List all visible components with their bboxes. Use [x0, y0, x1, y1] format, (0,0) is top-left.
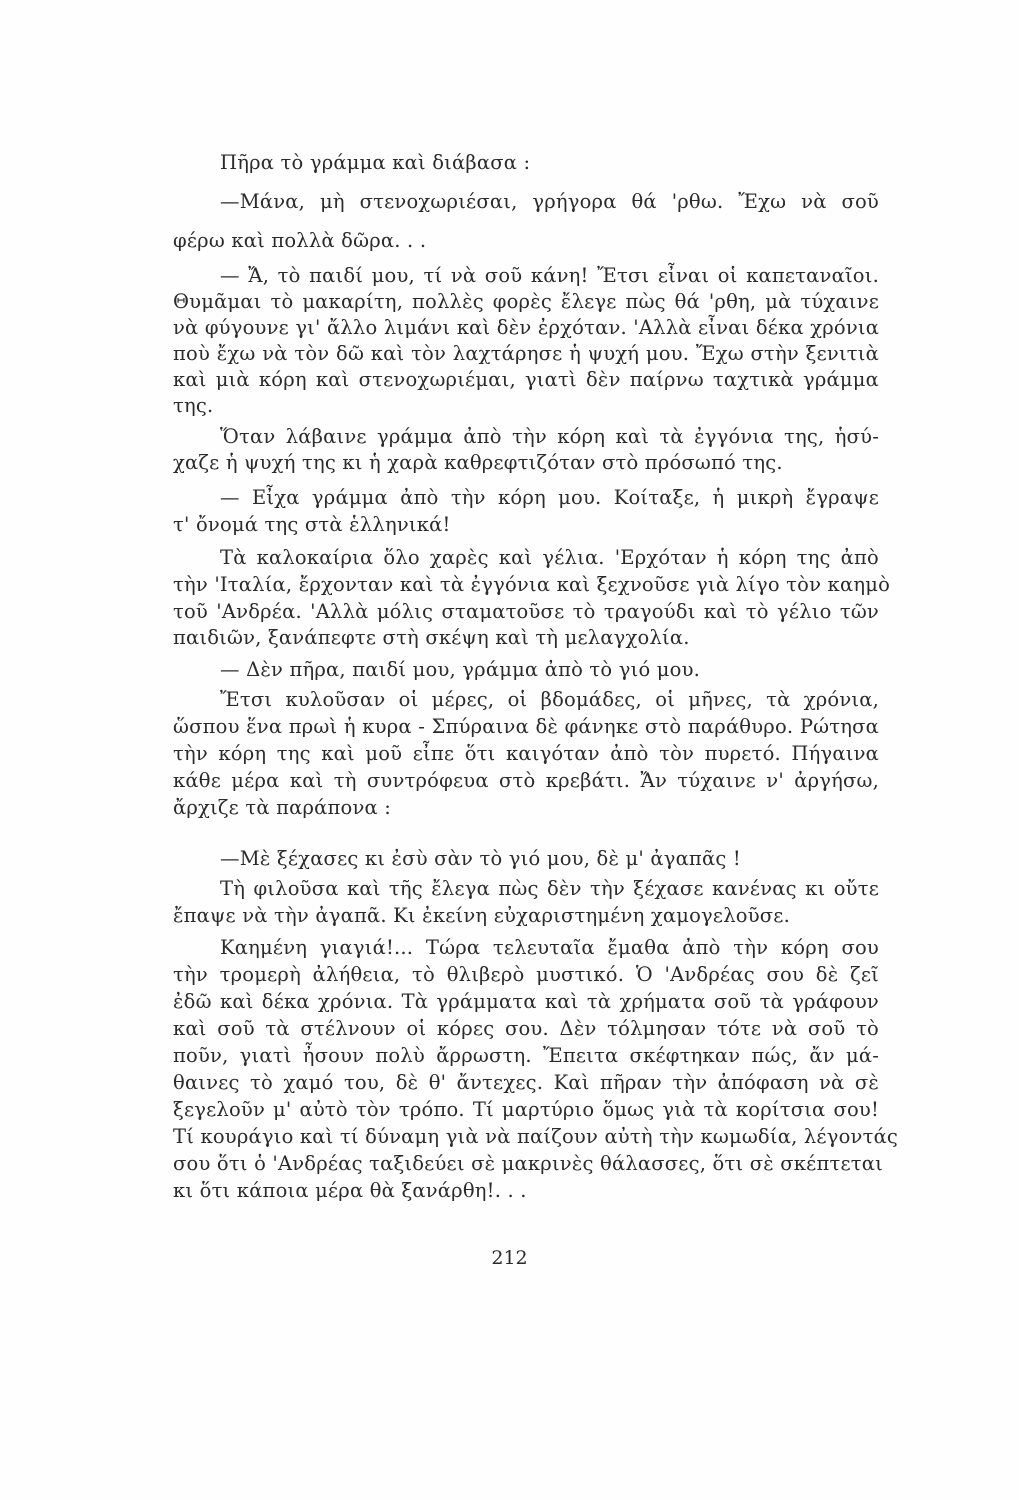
text-line: Θυμᾶμαι τὸ μακαρίτη, πολλὲς φορὲς ἔλεγε πὼς θά 'ρθη, μὰ τύχαινε: [173, 290, 879, 313]
text-line: Τὴ φιλοῦσα καὶ τῆς ἔλεγα πὼς δὲν τὴν ξέχασε κανένας κι οὔτε: [220, 877, 879, 900]
text-line: Τὰ καλοκαίρια ὅλο χαρὲς καὶ γέλια. 'Ερχόταν ἡ κόρη της ἀπὸ: [220, 546, 879, 569]
text-line: τοῦ 'Ανδρέα. 'Αλλὰ μόλις σταματοῦσε τὸ τραγούδι καὶ τὸ γέλιο τῶν: [173, 600, 879, 623]
text-line: νὰ φύγουνε γι' ἄλλο λιμάνι καὶ δὲν ἐρχόταν. 'Αλλὰ εἶναι δέκα χρόνια: [173, 316, 880, 339]
text-line: — Ἄ, τὸ παιδί μου, τί νὰ σοῦ κάνη! Ἔτσι εἶναι οἱ καπεταναῖοι.: [220, 264, 879, 287]
text-line: Πῆρα τὸ γράμμα καὶ διάβασα :: [220, 151, 531, 174]
text-line: παιδιῶν, ξανάπεφτε στὴ σκέψη καὶ τὴ μελαγχολία.: [173, 626, 690, 649]
page-number: 212: [491, 1247, 528, 1269]
text-line: — Εἶχα γράμμα ἀπὸ τὴν κόρη μου. Κοίταξε, ἡ μικρὴ ἔγραψε: [220, 486, 879, 509]
text-line: ἄρχιζε τὰ παράπονα :: [173, 796, 392, 819]
text-line: —Μάνα, μὴ στενοχωριέσαι, γρήγορα θά 'ρθω. Ἔχω νὰ σοῦ: [220, 190, 879, 213]
text-line: τ' ὄνομά της στὰ ἑλληνικά!: [173, 513, 451, 536]
text-line: ξεγελοῦν μ' αὐτὸ τὸν τρόπο. Τί μαρτύριο ὅμως γιὰ τὰ κορίτσια σου!: [173, 1098, 879, 1121]
text-line: ἐδῶ καὶ δέκα χρόνια. Τὰ γράμματα καὶ τὰ χρήματα σοῦ τὰ γράφουν: [173, 990, 879, 1013]
text-line: θαινες τὸ χαμό του, δὲ θ' ἄντεχες. Καὶ πῆραν τὴν ἀπόφαση νὰ σὲ: [173, 1071, 879, 1094]
text-line: σου ὅτι ὁ 'Ανδρέας ταξιδεύει σὲ μακρινὲς θάλασσες, ὅτι σὲ σκέπτεται: [173, 1152, 883, 1175]
text-line: φέρω καὶ πολλὰ δῶρα. . .: [173, 229, 427, 252]
text-line: κι ὅτι κάποια μέρα θὰ ξανάρθη!. . .: [173, 1179, 527, 1202]
text-line: κάθε μέρα καὶ τὴ συντρόφευα στὸ κρεβάτι. Ἄν τύχαινε ν' ἀργήσω,: [173, 769, 879, 792]
text-line: ἔπαψε νὰ τὴν ἀγαπᾶ. Κι ἐκείνη εὐχαριστημένη χαμογελοῦσε.: [173, 904, 790, 927]
text-line: καὶ σοῦ τὰ στέλνουν οἱ κόρες σου. Δὲν τόλμησαν τότε νὰ σοῦ τὸ: [173, 1017, 879, 1040]
text-line: τὴν κόρη της καὶ μοῦ εἶπε ὅτι καιγόταν ἀπὸ τὸν πυρετό. Πήγαινα: [173, 742, 879, 765]
text-line: τὴν 'Ιταλία, ἔρχονταν καὶ τὰ ἐγγόνια καὶ ξεχνοῦσε γιὰ λίγο τὸν καημὸ: [173, 573, 891, 596]
text-line: ὥσπου ἕνα πρωὶ ἡ κυρα - Σπύραινα δὲ φάνηκε στὸ παράθυρο. Ρώτησα: [173, 715, 879, 738]
text-line: Ὅταν λάβαινε γράμμα ἀπὸ τὴν κόρη καὶ τὰ ἐγγόνια της, ἡσύ-: [220, 425, 879, 448]
text-line: χαζε ἡ ψυχή της κι ἡ χαρὰ καθρεφτιζόταν στὸ πρόσωπό της.: [173, 451, 783, 474]
text-line: καὶ μιὰ κόρη καὶ στενοχωριέμαι, γιατὶ δὲν παίρνω ταχτικὰ γράμμα: [173, 368, 879, 391]
text-line: —Μὲ ξέχασες κι ἐσὺ σὰν τὸ γιό μου, δὲ μ' ἀγαπᾶς !: [220, 847, 741, 870]
text-line: της.: [173, 394, 214, 417]
text-line: ποὺ ἔχω νὰ τὸν δῶ καὶ τὸν λαχτάρησε ἡ ψυχή μου. Ἔχω στὴν ξενιτιὰ: [173, 342, 879, 365]
text-line: — Δὲν πῆρα, παιδί μου, γράμμα ἀπὸ τὸ γιό μου.: [220, 658, 701, 681]
text-line: Ἔτσι κυλοῦσαν οἱ μέρες, οἱ βδομάδες, οἱ μῆνες, τὰ χρόνια,: [220, 688, 879, 711]
text-line: τὴν τρομερὴ ἀλήθεια, τὸ θλιβερὸ μυστικό. Ὁ 'Ανδρέας σου δὲ ζεῖ: [173, 963, 879, 986]
text-line: Καημένη γιαγιά!... Τώρα τελευταῖα ἔμαθα ἀπὸ τὴν κόρη σου: [220, 936, 879, 959]
text-line: ποῦν, γιατὶ ἦσουν πολὺ ἄρρωστη. Ἔπειτα σκέφτηκαν πώς, ἄν μά-: [173, 1044, 879, 1067]
text-line: Τί κουράγιο καὶ τί δύναμη γιὰ νὰ παίζουν αὐτὴ τὴν κωμωδία, λέγοντάς: [173, 1125, 899, 1148]
